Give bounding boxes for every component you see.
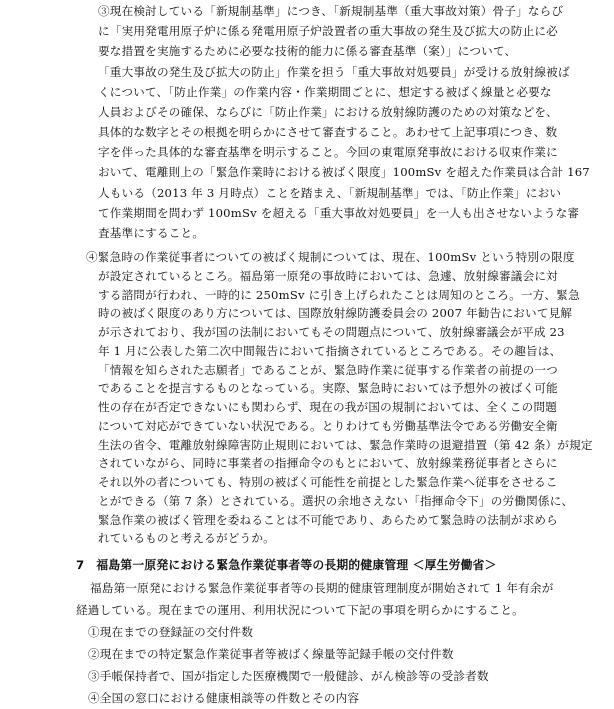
item-4-line: とができる（第 7 条）とされている。選択の余地さえない「指揮命令下」の労働関係に、 xyxy=(98,494,574,508)
section-7-list-item: ④全国の窓口における健康相談等の件数とその内容 xyxy=(88,691,360,705)
item-4-line: であることを提言するものとなっている。実際、緊急時においては予想外の被ばく可能 xyxy=(98,381,558,395)
item-4-line: 緊急作業の被ばく管理を委ねることは不可能であり、あらためて緊急時の法制が求めら xyxy=(98,513,558,527)
item-4-line: 性の存在が否定できないにも関わらず、現在の我が国の規制においては、全くこの問題 xyxy=(98,400,558,414)
item-3-line: 「重大事故の発生及び拡大の防止」作業を担う「重大事故対処要員」が受ける放射線被ば xyxy=(98,65,570,79)
section-7-list-item: ③手帳保持者で、国が指定した医療機関で一般健診、がん検診等の受診者数 xyxy=(88,669,489,683)
item-3-line: 査基準にすること。 xyxy=(98,226,205,240)
item-4-line: 年 1 月に公表した第二次中間報告において指摘されているところである。その趣旨は、 xyxy=(98,344,562,358)
item-4-line: されていながら、同時に事業者の指揮命令のもとにおいて、放射線業務従事者とさらに xyxy=(98,456,558,470)
item-3-line: 人もいる（2013 年 3 月時点）ことを踏まえ、「新規制基準」では、「防止作業」におい xyxy=(98,186,562,200)
section-7-heading: 7 福島第一原発における緊急作業従事者等の長期的健康管理 ＜厚生労働省＞ xyxy=(76,558,497,572)
item-4-line: する諮問が行われ、一時的に 250mSv に引き上げられたことは周知のところ。一方、緊急 xyxy=(98,288,580,302)
section-7-list-item: ②現在までの特定緊急作業従事者等被ばく線量等記録手帳の交付件数 xyxy=(88,647,454,661)
item-4-line: ④緊急時の作業従事者についての被ばく規制については、現在、100mSv という特別の限度 xyxy=(86,250,575,264)
item-4-line: それ以外の者についても、特別の被ばく可能性を前提とした緊急作業へ従事をさせるこ xyxy=(98,475,558,489)
section-7-intro-line: 経過している。現在までの運用、利用状況について下記の事項を明らかにすること。 xyxy=(76,603,524,617)
item-4-line: 「情報を知らされた志願者」であることが、緊急時作業に従事する作業者の前提の一つ xyxy=(98,363,558,377)
item-3-line: 字を伴った具体的な審査基準を明示すること。今回の東電原発事故における収束作業に xyxy=(98,145,558,159)
item-4-line: が示されており、我が国の法制においてもその問題点について、放射線審議会が平成 23 xyxy=(98,325,565,339)
item-3-line: 要な措置を実施するために必要な技術的能力に係る審査基準（案）」について、 xyxy=(98,44,517,58)
item-3-line: ③現在検討している「新規制基準」につき、「新規制基準（重大事故対策）骨子」ならび xyxy=(98,4,564,18)
item-3-line: に「実用発電用原子炉に係る発電用原子炉設置者の重大事故の発生及び拡大の防止に必 xyxy=(98,24,558,38)
section-7-list-item: ①現在までの登録証の交付件数 xyxy=(88,625,254,639)
item-3-line: 人員およびその確保、ならびに「防止作業」における放射線防護のための対策などを、 xyxy=(98,105,558,119)
item-3-line: おいて、電離則上の「緊急作業時における被ばく限度」100mSv を超えた作業員は合計 167 xyxy=(98,165,590,179)
item-3-line: て作業期間を問わず 100mSv を超える「重大事故対処要員」を一人も出させないような審 xyxy=(98,206,580,220)
section-7-intro-line: 福島第一原発における緊急作業従事者等の長期的健康管理制度が開始されて 1 年有余が xyxy=(90,581,554,595)
item-3-line: 具体的な数字とその根拠を明らかにさせて審査すること。あわせて上記事項につき、数 xyxy=(98,125,558,139)
item-3-line: くについて、「防止作業」の作業内容・作業期間ごとに、想定する被ばく線量と必要な xyxy=(98,85,552,99)
item-4-line: が設定されているところ。福島第一原発の事故時においては、急遽、放射線審議会に対 xyxy=(98,269,558,283)
item-4-line: 生法の省令、電離放射線障害防止規則においては、緊急作業時の退避措置（第 42 条）が規定 xyxy=(98,438,593,452)
item-4-line: について対応ができていない状況である。とりわけても労働基準法令である労働安全衛 xyxy=(98,419,558,433)
item-4-line: れているものと考えるがどうか。 xyxy=(98,531,275,545)
item-4-line: 時の被ばく限度のあり方については、国際放射線防護委員会の 2007 年勧告において見解 xyxy=(98,306,573,320)
